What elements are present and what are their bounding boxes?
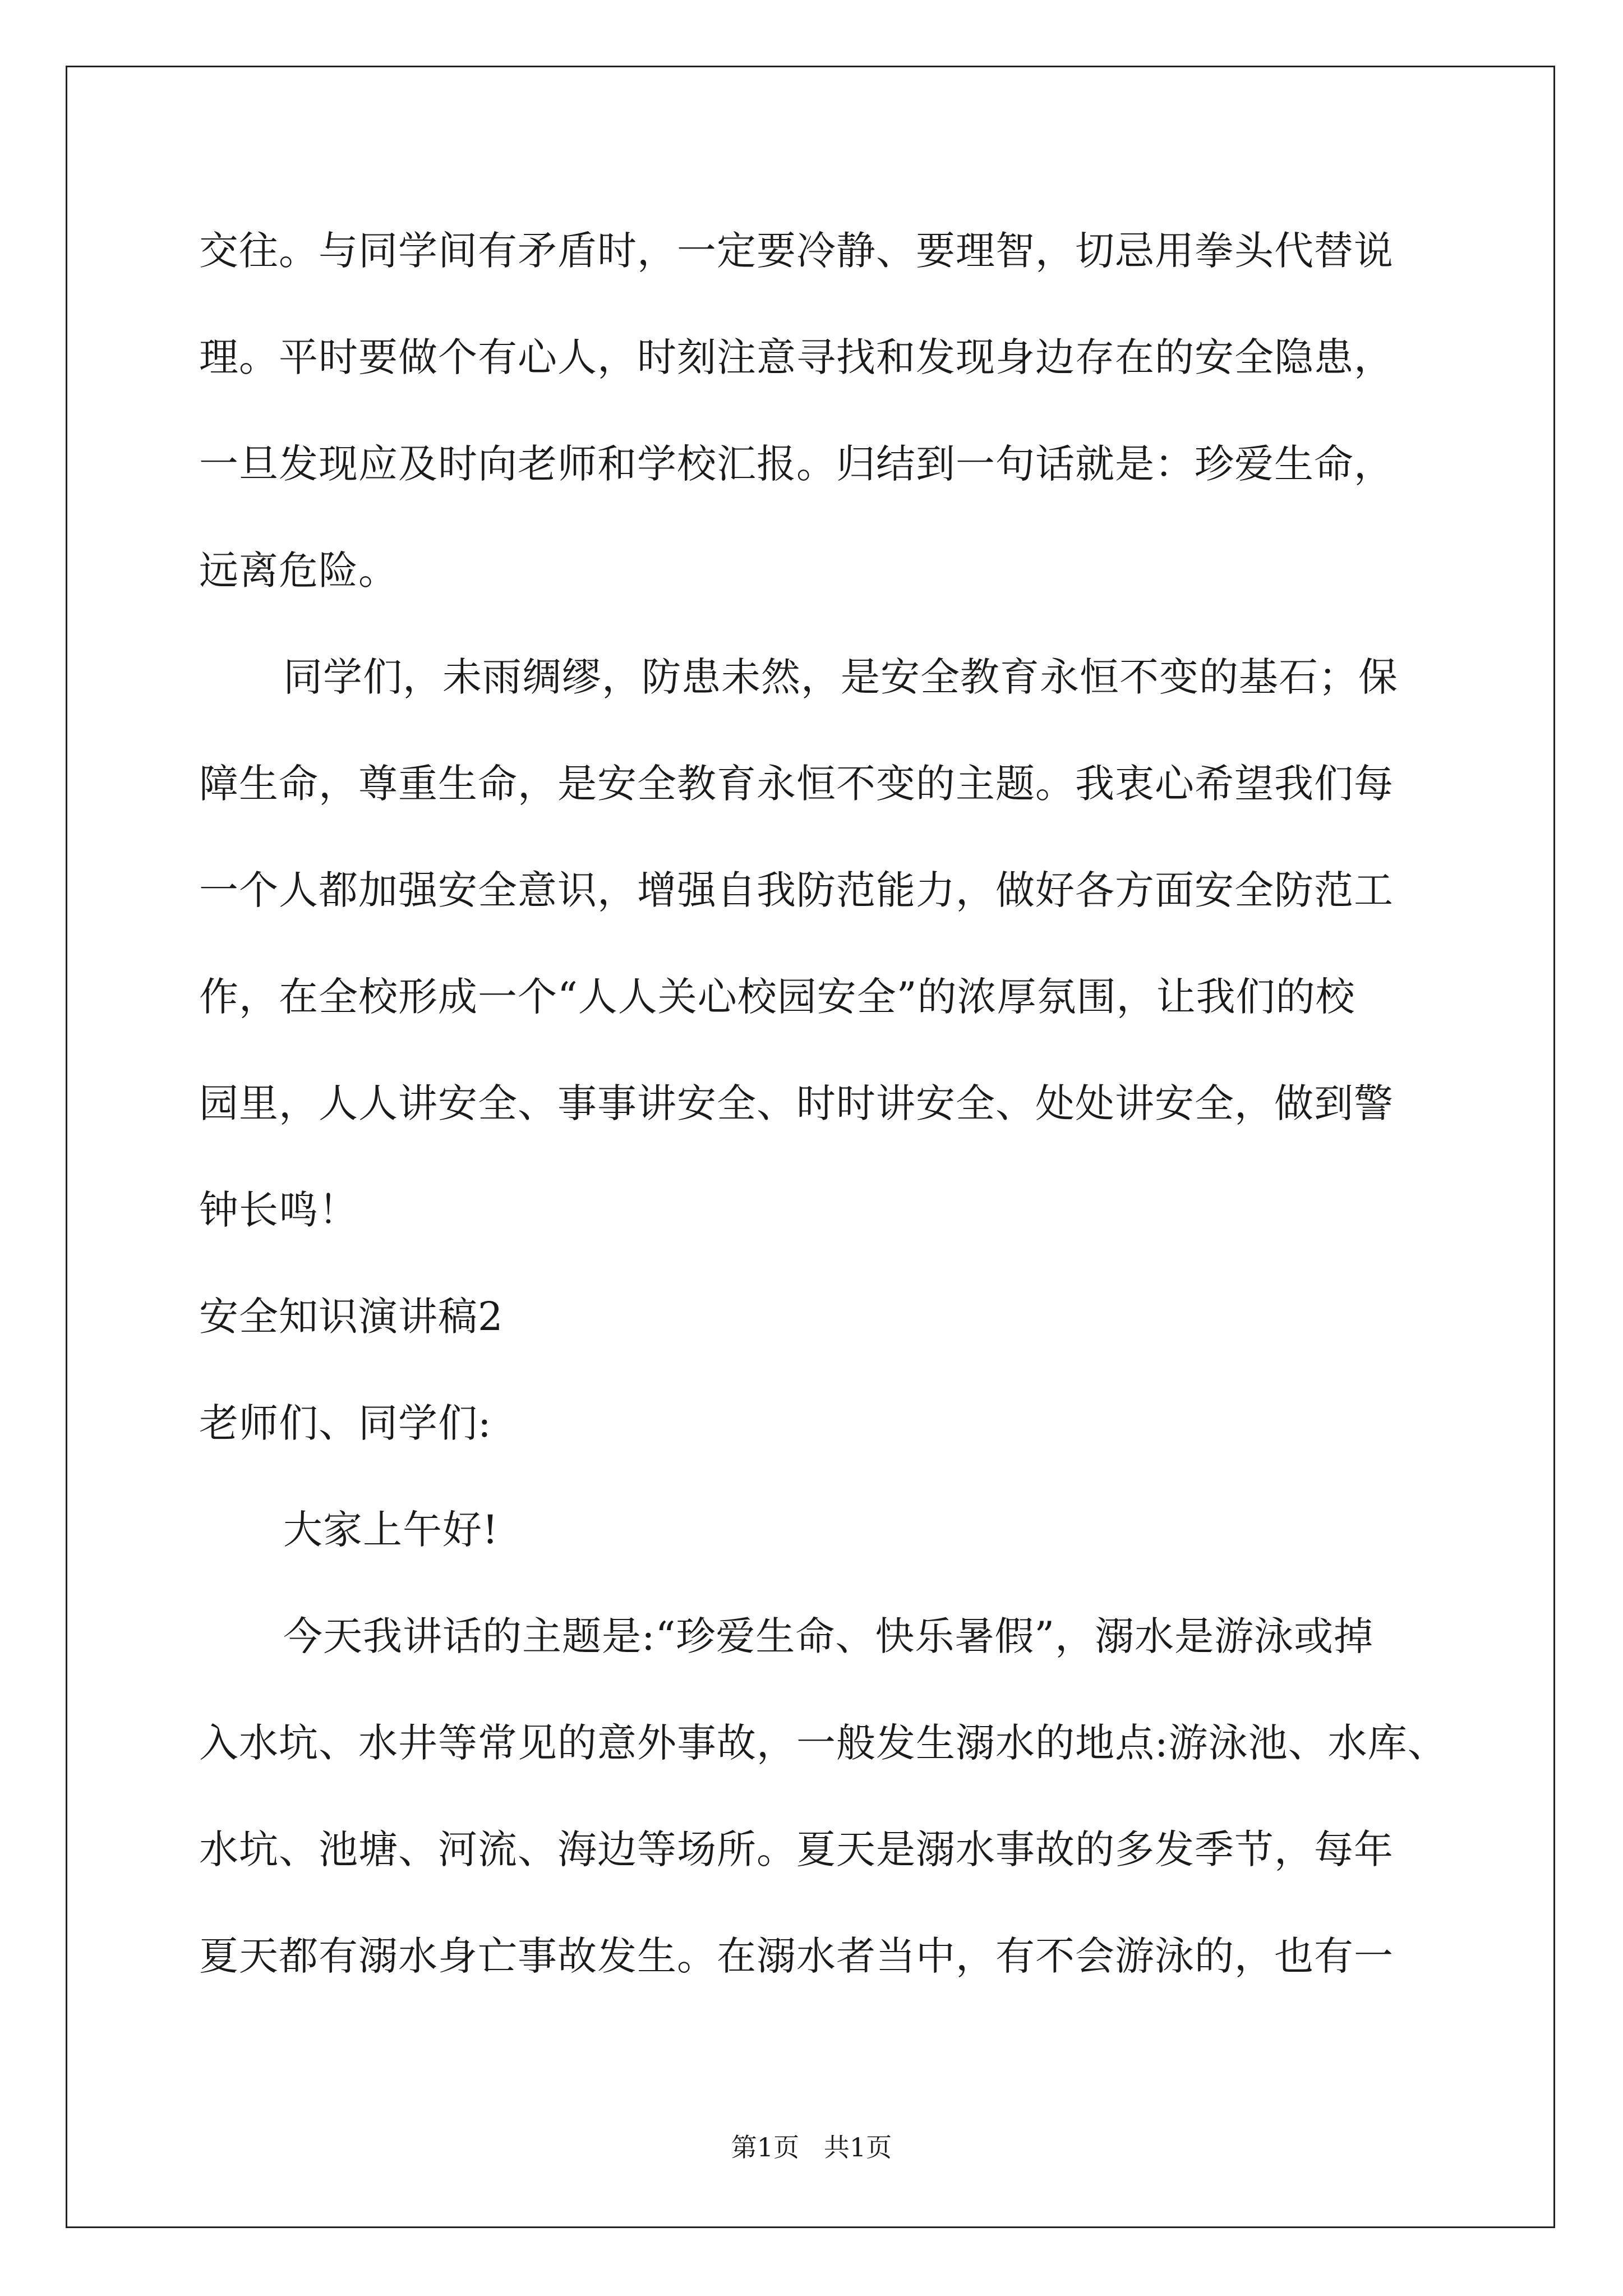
text-line: 入水坑、水井等常见的意外事故，一般发生溺水的地点:游泳池、水库、 xyxy=(199,1720,1447,1766)
salutation: 老师们、同学们: xyxy=(199,1400,492,1446)
text-line: 钟长鸣！ xyxy=(199,1187,358,1233)
page-number-footer: 第1页 共1页 xyxy=(731,2132,892,2162)
text-line: 夏天都有溺水身亡事故发生。在溺水者当中，有不会游泳的，也有一 xyxy=(199,1933,1394,1979)
paragraph-first-line: 今天我讲话的主题是:“珍爱生命、快乐暑假”，溺水是游泳或掉 xyxy=(283,1613,1374,1659)
text-line: 一个人都加强安全意识，增强自我防范能力，做好各方面安全防范工 xyxy=(199,867,1394,913)
text-line: 园里，人人讲安全、事事讲安全、时时讲安全、处处讲安全，做到警 xyxy=(199,1080,1394,1126)
text-line: 交往。与同学间有矛盾时，一定要冷静、要理智，切忌用拳头代替说 xyxy=(199,228,1394,274)
text-line: 一旦发现应及时向老师和学校汇报。归结到一句话就是：珍爱生命， xyxy=(199,441,1394,487)
text-line: 理。平时要做个有心人，时刻注意寻找和发现身边存在的安全隐患， xyxy=(199,334,1394,380)
text-line: 障生命，尊重生命，是安全教育永恒不变的主题。我衷心希望我们每 xyxy=(199,761,1394,807)
paragraph-first-line: 同学们，未雨绸缪，防患未然，是安全教育永恒不变的基石；保 xyxy=(283,654,1398,700)
text-line: 作，在全校形成一个“人人关心校园安全”的浓厚氛围，让我们的校 xyxy=(199,974,1355,1020)
text-line: 远离危险。 xyxy=(199,547,398,593)
text-line: 水坑、池塘、河流、海边等场所。夏天是溺水事故的多发季节，每年 xyxy=(199,1826,1394,1872)
document-body xyxy=(199,216,1447,2028)
section-heading: 安全知识演讲稿2 xyxy=(199,1294,504,1340)
greeting: 大家上午好! xyxy=(283,1507,499,1553)
